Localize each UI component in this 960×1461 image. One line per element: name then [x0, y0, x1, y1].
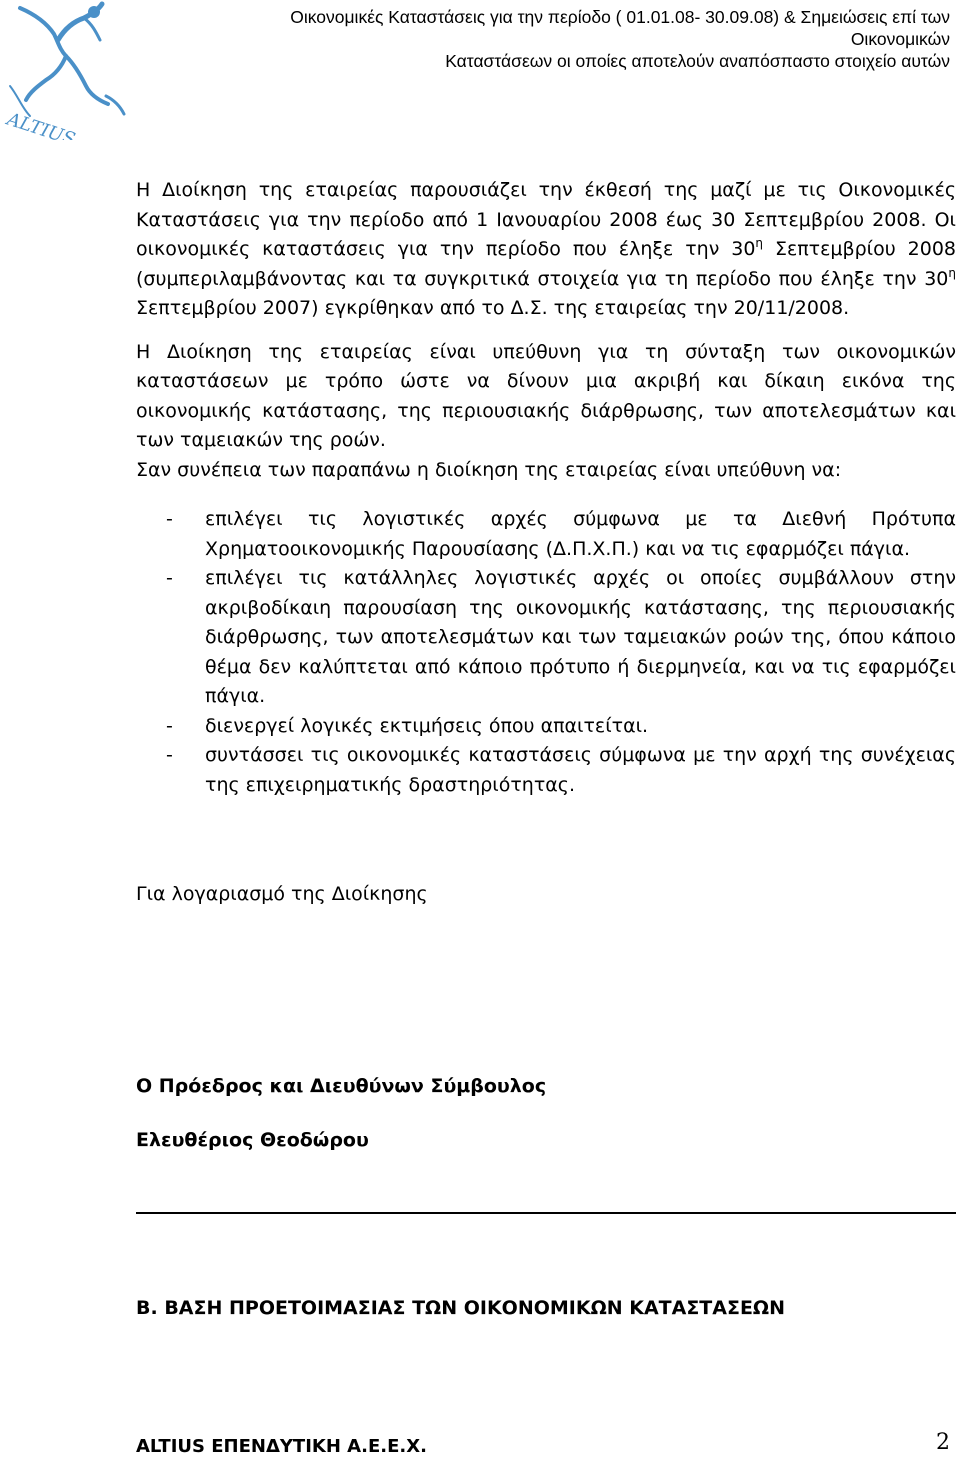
consequence-paragraph: Σαν συνέπεια των παραπάνω η διοίκηση της εταιρείας είναι υπεύθυνη να:: [136, 458, 842, 481]
superscript-2: η: [948, 265, 956, 280]
list-bullet: -: [166, 744, 173, 766]
list-item-text: επιλέγει τις λογιστικές αρχές σύμφωνα με τα Διεθνή Πρότυπα Χρηματοοικονομικής Παρουσίασης (Δ.Π.Χ.Π.) και να τις εφαρμόζει πάγια.: [205, 508, 956, 560]
approval-text-3: Σεπτεμβρίου 2007) εγκρίθηκαν από το Δ.Σ. της εταιρείας την 20/11/2008.: [136, 297, 850, 319]
list-item: [136, 564, 956, 712]
header-line-1: Οικονομικές Καταστάσεις για την περίοδο ( 01.01.08- 30.09.08) & Σημειώσεις επί των Οικονομικών: [290, 7, 950, 49]
svg-text:ALTIUS: ALTIUS: [4, 108, 78, 140]
responsibility-paragraph: Η Διοίκηση της εταιρείας είναι υπεύθυνη για τη σύνταξη των οικονομικών καταστάσεων με τρόπο ώστε να δίνουν μια ακριβή και δίκαιη εικόνα της οικονομικής κατάστασης, της περιουσιακής διάρθρωσης, των αποτελεσμάτων και των ταμειακών της ροών.: [136, 340, 956, 451]
section-title: Β. ΒΑΣΗ ΠΡΟΕΤΟΙΜΑΣΙΑΣ ΤΩΝ ΟΙΚΟΝΟΜΙΚΩΝ ΚΑΤΑΣΤΑΣΕΩΝ: [136, 1297, 785, 1319]
page-number: 2: [936, 1430, 950, 1455]
list-item-text: διενεργεί λογικές εκτιμήσεις όπου απαιτείται.: [205, 714, 649, 737]
list-item: [136, 741, 956, 800]
list-item: [136, 505, 956, 564]
list-bullet: -: [166, 714, 173, 737]
approval-text-1: Η Διοίκηση της εταιρείας παρουσιάζει την έκθεσή της μαζί με τις Οικονομικές Καταστάσεις για την περίοδο από 1 Ιανουαρίου 2008 έως 30 Σεπτεμβρίου 2008. Οι οικονομικές καταστάσεις για την περίοδο που έληξε την 30: [136, 179, 956, 260]
approval-paragraph: [136, 176, 956, 324]
signer-name: Ελευθέριος Θεοδώρου: [136, 1129, 369, 1151]
altius-logo-icon: [0, 0, 150, 140]
section-divider: [136, 1212, 956, 1214]
page-header: [250, 6, 950, 72]
list-bullet: -: [166, 508, 173, 530]
approval-text-2: Σεπτεμβρίου 2008 (συμπεριλαμβάνοντας και τα συγκριτικά στοιχεία για τη περίοδο που έληξε την 30: [136, 238, 956, 290]
closing-line: Για λογαριασμό της Διοίκησης: [136, 883, 428, 905]
superscript-1: η: [755, 236, 764, 250]
list-item: [136, 712, 956, 742]
footer-company-name: ALTIUS ΕΠΕΝΔΥΤΙΚΗ Α.Ε.Ε.Χ.: [136, 1436, 427, 1457]
list-item-text: επιλέγει τις κατάλληλες λογιστικές αρχές οι οποίες συμβάλλουν στην ακριβοδίκαιη παρουσίαση της οικονομικής κατάστασης, της περιουσιακής διάρθρωσης, των αποτελεσμάτων και των ταμειακών ροών της, όπου κάποιο θέμα δεν καλύπτεται από κάποιο πρότυπο ή διερμηνεία, και να τις εφαρμόζει πάγια.: [205, 567, 956, 707]
signer-role: Ο Πρόεδρος και Διευθύνων Σύμβουλος: [136, 1075, 547, 1097]
company-logo: [0, 0, 150, 140]
responsibility-list: [136, 505, 956, 800]
list-bullet: -: [166, 567, 173, 589]
document-body: [136, 176, 956, 800]
list-item-text: συντάσσει τις οικονομικές καταστάσεις σύμφωνα με την αρχή της συνέχειας της επιχειρηματικής δραστηριότητας.: [205, 744, 956, 796]
header-line-2: Καταστάσεων οι οποίες αποτελούν αναπόσπαστο στοιχείο αυτών: [445, 51, 950, 71]
